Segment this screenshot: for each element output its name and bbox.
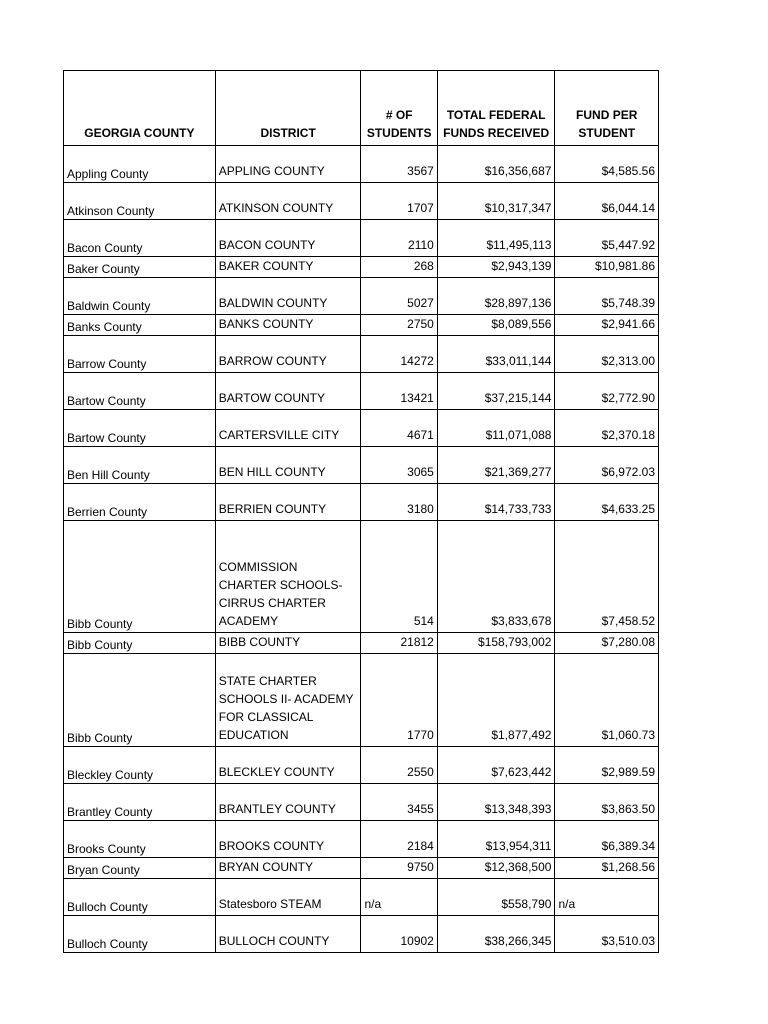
county-cell: Bleckley County bbox=[64, 747, 216, 784]
students-cell: 268 bbox=[361, 257, 437, 278]
funds-cell: $14,733,733 bbox=[437, 484, 555, 521]
header-per-student: FUND PER STUDENT bbox=[555, 71, 659, 146]
table-row bbox=[64, 521, 659, 633]
per-student-cell: $2,941.66 bbox=[555, 315, 659, 336]
county-funds-table bbox=[63, 70, 659, 953]
funds-cell: $8,089,556 bbox=[437, 315, 555, 336]
district-cell: BIBB COUNTY bbox=[215, 633, 361, 654]
students-cell: 2550 bbox=[361, 747, 437, 784]
district-cell: BULLOCH COUNTY bbox=[215, 916, 361, 953]
county-cell: Bryan County bbox=[64, 858, 216, 879]
students-cell: 1707 bbox=[361, 183, 437, 220]
students-cell: 2184 bbox=[361, 821, 437, 858]
funds-cell: $12,368,500 bbox=[437, 858, 555, 879]
per-student-cell: $1,268.56 bbox=[555, 858, 659, 879]
county-cell: Bibb County bbox=[64, 654, 216, 747]
students-cell: 4671 bbox=[361, 410, 437, 447]
county-cell: Bulloch County bbox=[64, 879, 216, 916]
district-cell: BARROW COUNTY bbox=[215, 336, 361, 373]
students-cell: 3065 bbox=[361, 447, 437, 484]
county-cell: Bibb County bbox=[64, 521, 216, 633]
students-cell: 3180 bbox=[361, 484, 437, 521]
table-row bbox=[64, 858, 659, 879]
funds-cell: $158,793,002 bbox=[437, 633, 555, 654]
table-row bbox=[64, 257, 659, 278]
funds-cell: $28,897,136 bbox=[437, 278, 555, 315]
funds-cell: $21,369,277 bbox=[437, 447, 555, 484]
funds-cell: $1,877,492 bbox=[437, 654, 555, 747]
per-student-cell: $1,060.73 bbox=[555, 654, 659, 747]
district-cell: CARTERSVILLE CITY bbox=[215, 410, 361, 447]
county-cell: Barrow County bbox=[64, 336, 216, 373]
district-cell: BEN HILL COUNTY bbox=[215, 447, 361, 484]
table-row bbox=[64, 410, 659, 447]
per-student-cell: $5,447.92 bbox=[555, 220, 659, 257]
county-cell: Appling County bbox=[64, 146, 216, 183]
table-row bbox=[64, 916, 659, 953]
students-cell: n/a bbox=[361, 879, 437, 916]
header-funds: TOTAL FEDERAL FUNDS RECEIVED bbox=[437, 71, 555, 146]
table-row bbox=[64, 373, 659, 410]
district-cell: BARTOW COUNTY bbox=[215, 373, 361, 410]
county-cell: Bibb County bbox=[64, 633, 216, 654]
table-row bbox=[64, 146, 659, 183]
per-student-cell: $5,748.39 bbox=[555, 278, 659, 315]
students-cell: 2750 bbox=[361, 315, 437, 336]
funds-cell: $2,943,139 bbox=[437, 257, 555, 278]
table-row bbox=[64, 821, 659, 858]
students-cell: 3567 bbox=[361, 146, 437, 183]
table-row bbox=[64, 315, 659, 336]
funds-cell: $11,495,113 bbox=[437, 220, 555, 257]
header-county: GEORGIA COUNTY bbox=[64, 71, 216, 146]
district-cell: COMMISSION CHARTER SCHOOLS- CIRRUS CHARTER ACADEMY bbox=[215, 521, 361, 633]
funds-cell: $13,348,393 bbox=[437, 784, 555, 821]
students-cell: 10902 bbox=[361, 916, 437, 953]
county-cell: Bacon County bbox=[64, 220, 216, 257]
table-row bbox=[64, 784, 659, 821]
county-cell: Brooks County bbox=[64, 821, 216, 858]
students-cell: 3455 bbox=[361, 784, 437, 821]
district-cell: BERRIEN COUNTY bbox=[215, 484, 361, 521]
table-row bbox=[64, 278, 659, 315]
county-cell: Berrien County bbox=[64, 484, 216, 521]
per-student-cell: $6,044.14 bbox=[555, 183, 659, 220]
funds-cell: $558,790 bbox=[437, 879, 555, 916]
per-student-cell: $7,280.08 bbox=[555, 633, 659, 654]
district-cell: ATKINSON COUNTY bbox=[215, 183, 361, 220]
students-cell: 14272 bbox=[361, 336, 437, 373]
students-cell: 2110 bbox=[361, 220, 437, 257]
table-row bbox=[64, 654, 659, 747]
county-cell: Baldwin County bbox=[64, 278, 216, 315]
district-cell: BRYAN COUNTY bbox=[215, 858, 361, 879]
table-row bbox=[64, 484, 659, 521]
funds-cell: $13,954,311 bbox=[437, 821, 555, 858]
table-row bbox=[64, 447, 659, 484]
county-cell: Banks County bbox=[64, 315, 216, 336]
district-cell: BAKER COUNTY bbox=[215, 257, 361, 278]
students-cell: 5027 bbox=[361, 278, 437, 315]
district-cell: APPLING COUNTY bbox=[215, 146, 361, 183]
funds-cell: $37,215,144 bbox=[437, 373, 555, 410]
per-student-cell: $10,981.86 bbox=[555, 257, 659, 278]
per-student-cell: $3,863.50 bbox=[555, 784, 659, 821]
per-student-cell: $6,972.03 bbox=[555, 447, 659, 484]
funds-cell: $11,071,088 bbox=[437, 410, 555, 447]
table-row bbox=[64, 183, 659, 220]
county-cell: Bartow County bbox=[64, 373, 216, 410]
per-student-cell: $7,458.52 bbox=[555, 521, 659, 633]
students-cell: 21812 bbox=[361, 633, 437, 654]
county-cell: Ben Hill County bbox=[64, 447, 216, 484]
per-student-cell: $2,772.90 bbox=[555, 373, 659, 410]
header-district: DISTRICT bbox=[215, 71, 361, 146]
per-student-cell: $6,389.34 bbox=[555, 821, 659, 858]
district-cell: BRANTLEY COUNTY bbox=[215, 784, 361, 821]
table-row bbox=[64, 747, 659, 784]
funds-cell: $7,623,442 bbox=[437, 747, 555, 784]
per-student-cell: $2,989.59 bbox=[555, 747, 659, 784]
per-student-cell: $2,370.18 bbox=[555, 410, 659, 447]
county-cell: Bartow County bbox=[64, 410, 216, 447]
district-cell: BALDWIN COUNTY bbox=[215, 278, 361, 315]
county-cell: Bulloch County bbox=[64, 916, 216, 953]
students-cell: 514 bbox=[361, 521, 437, 633]
header-row bbox=[64, 71, 659, 146]
header-students: # OF STUDENTS bbox=[361, 71, 437, 146]
per-student-cell: $3,510.03 bbox=[555, 916, 659, 953]
district-cell: BANKS COUNTY bbox=[215, 315, 361, 336]
funds-cell: $16,356,687 bbox=[437, 146, 555, 183]
county-cell: Baker County bbox=[64, 257, 216, 278]
per-student-cell: $4,585.56 bbox=[555, 146, 659, 183]
district-cell: Statesboro STEAM bbox=[215, 879, 361, 916]
funds-cell: $38,266,345 bbox=[437, 916, 555, 953]
students-cell: 13421 bbox=[361, 373, 437, 410]
funds-cell: $33,011,144 bbox=[437, 336, 555, 373]
students-cell: 9750 bbox=[361, 858, 437, 879]
per-student-cell: $2,313.00 bbox=[555, 336, 659, 373]
county-cell: Atkinson County bbox=[64, 183, 216, 220]
county-cell: Brantley County bbox=[64, 784, 216, 821]
per-student-cell: $4,633.25 bbox=[555, 484, 659, 521]
funds-cell: $3,833,678 bbox=[437, 521, 555, 633]
district-cell: BROOKS COUNTY bbox=[215, 821, 361, 858]
students-cell: 1770 bbox=[361, 654, 437, 747]
funds-cell: $10,317,347 bbox=[437, 183, 555, 220]
district-cell: BACON COUNTY bbox=[215, 220, 361, 257]
district-cell: BLECKLEY COUNTY bbox=[215, 747, 361, 784]
table-row bbox=[64, 220, 659, 257]
per-student-cell: n/a bbox=[555, 879, 659, 916]
table-row bbox=[64, 633, 659, 654]
table-row bbox=[64, 879, 659, 916]
district-cell: STATE CHARTER SCHOOLS II- ACADEMY FOR CLASSICAL EDUCATION bbox=[215, 654, 361, 747]
table-row bbox=[64, 336, 659, 373]
